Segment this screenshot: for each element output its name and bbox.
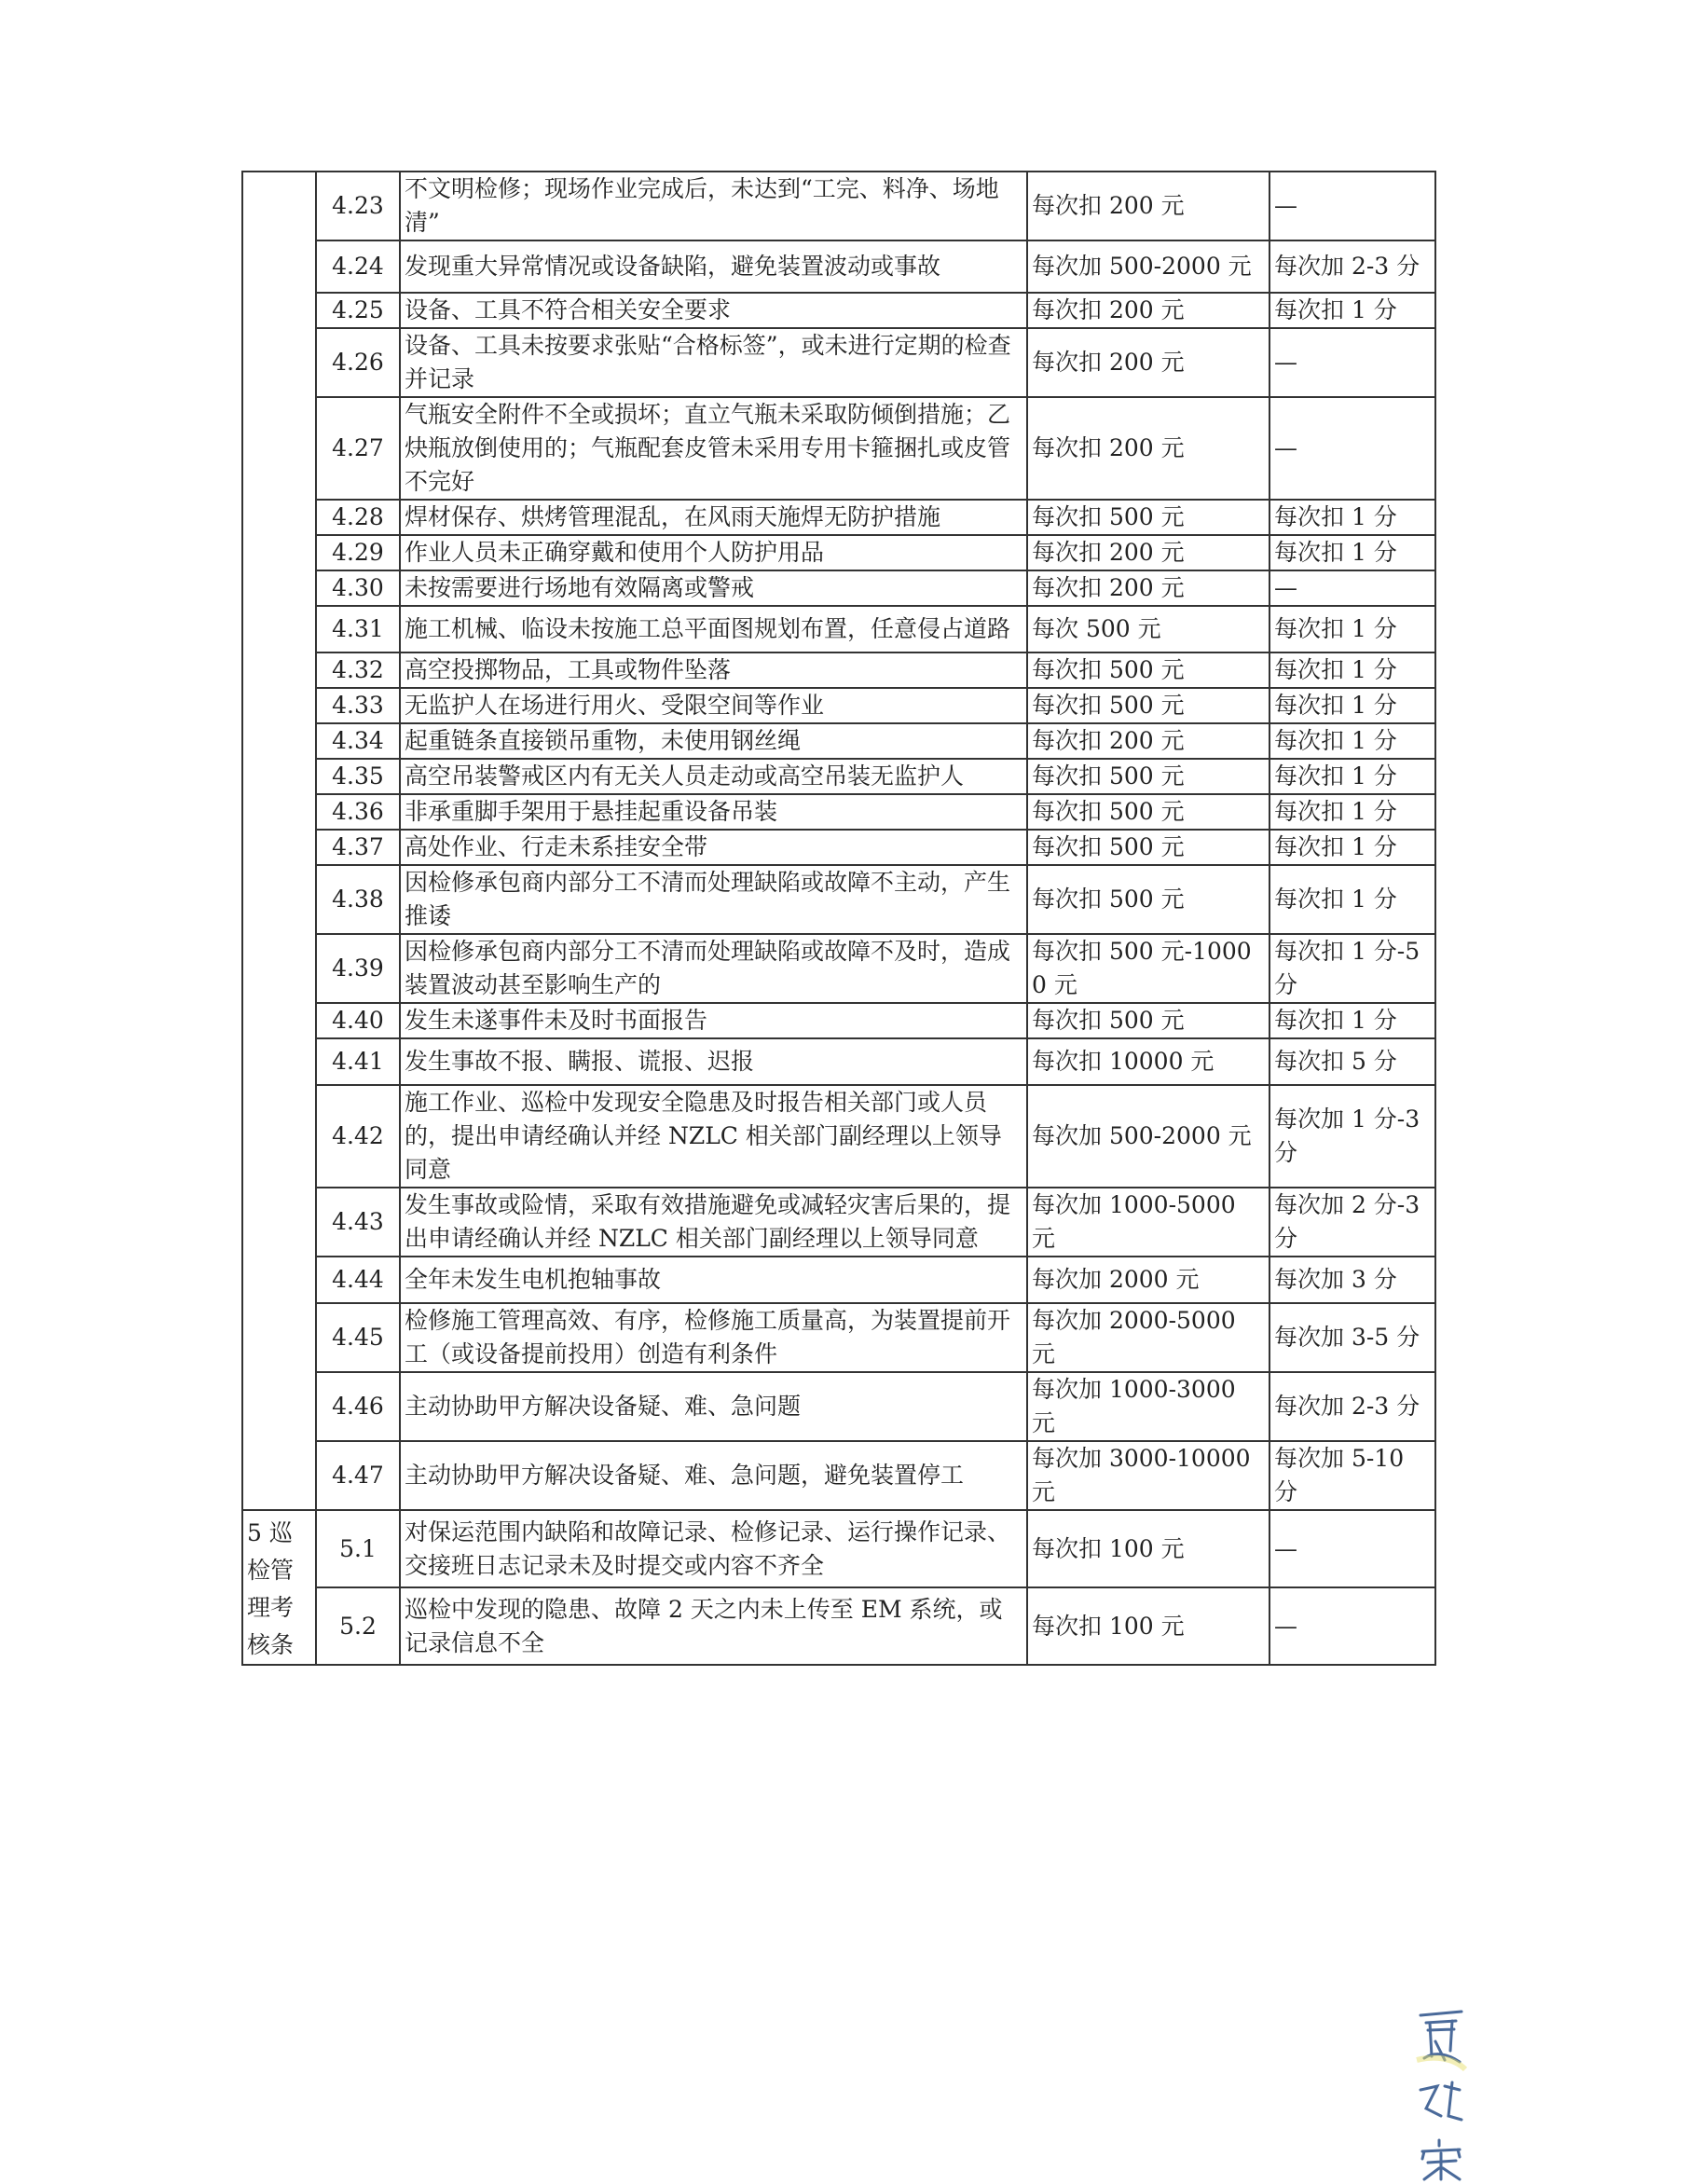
money-standard: 每次扣 500 元 [1027, 500, 1269, 535]
money-standard: 每次加 3000-10000 元 [1027, 1441, 1269, 1510]
category-cell-section5: 5 巡检管理考核条 [242, 1510, 316, 1665]
money-standard: 每次加 2000-5000 元 [1027, 1303, 1269, 1372]
table-row [242, 865, 1435, 934]
money-standard: 每次加 1000-5000 元 [1027, 1188, 1269, 1257]
item-description: 发生事故或险情，采取有效措施避免或减轻灾害后果的，提出申请经确认并经 NZLC 相关部门副经理以上领导同意 [400, 1188, 1027, 1257]
table-row [242, 652, 1435, 688]
money-standard: 每次扣 200 元 [1027, 723, 1269, 759]
item-number: 4.47 [316, 1441, 400, 1510]
table-row [242, 934, 1435, 1003]
money-standard: 每次扣 500 元 [1027, 830, 1269, 865]
table-row [242, 830, 1435, 865]
points-standard: 每次扣 1 分 [1269, 293, 1435, 328]
item-number: 4.45 [316, 1303, 400, 1372]
item-description: 主动协助甲方解决设备疑、难、急问题 [400, 1372, 1027, 1441]
points-standard: 每次扣 1 分 [1269, 652, 1435, 688]
table-row [242, 1303, 1435, 1372]
item-description: 发生未遂事件未及时书面报告 [400, 1003, 1027, 1038]
item-number: 4.24 [316, 240, 400, 293]
table-row [242, 1038, 1435, 1085]
item-description: 无监护人在场进行用火、受限空间等作业 [400, 688, 1027, 723]
money-standard: 每次扣 200 元 [1027, 535, 1269, 570]
item-number: 4.37 [316, 830, 400, 865]
table-row [242, 1587, 1435, 1665]
points-standard: 每次加 3-5 分 [1269, 1303, 1435, 1372]
table-row [242, 1510, 1435, 1587]
item-number: 4.36 [316, 794, 400, 830]
points-standard: 每次扣 1 分 [1269, 500, 1435, 535]
money-standard: 每次扣 200 元 [1027, 172, 1269, 240]
money-standard: 每次加 500-2000 元 [1027, 240, 1269, 293]
item-description: 设备、工具不符合相关安全要求 [400, 293, 1027, 328]
money-standard: 每次扣 500 元-10000 元 [1027, 934, 1269, 1003]
item-description: 非承重脚手架用于悬挂起重设备吊装 [400, 794, 1027, 830]
points-standard: 每次加 2 分-3 分 [1269, 1188, 1435, 1257]
money-standard: 每次 500 元 [1027, 606, 1269, 652]
points-standard: — [1269, 570, 1435, 606]
table-row [242, 1188, 1435, 1257]
item-number: 4.40 [316, 1003, 400, 1038]
item-description: 巡检中发现的隐患、故障 2 天之内未上传至 EM 系统，或记录信息不全 [400, 1587, 1027, 1665]
item-number: 4.41 [316, 1038, 400, 1085]
money-standard: 每次扣 500 元 [1027, 759, 1269, 794]
table-row [242, 570, 1435, 606]
points-standard: 每次加 2-3 分 [1269, 1372, 1435, 1441]
item-number: 4.31 [316, 606, 400, 652]
points-standard: 每次扣 1 分 [1269, 830, 1435, 865]
item-number: 4.38 [316, 865, 400, 934]
table-row [242, 723, 1435, 759]
item-description: 发现重大异常情况或设备缺陷，避免装置波动或事故 [400, 240, 1027, 293]
item-description: 因检修承包商内部分工不清而处理缺陷或故障不及时，造成装置波动甚至影响生产的 [400, 934, 1027, 1003]
points-standard: — [1269, 397, 1435, 500]
points-standard: — [1269, 172, 1435, 240]
points-standard: — [1269, 1587, 1435, 1665]
points-standard: 每次扣 1 分 [1269, 1003, 1435, 1038]
item-number: 5.1 [316, 1510, 400, 1587]
item-description: 焊材保存、烘烤管理混乱，在风雨天施焊无防护措施 [400, 500, 1027, 535]
table-row [242, 328, 1435, 397]
item-number: 4.32 [316, 652, 400, 688]
item-number: 4.46 [316, 1372, 400, 1441]
table-row [242, 397, 1435, 500]
points-standard: 每次加 3 分 [1269, 1257, 1435, 1303]
points-standard: 每次扣 1 分 [1269, 865, 1435, 934]
item-description: 因检修承包商内部分工不清而处理缺陷或故障不主动，产生推诿 [400, 865, 1027, 934]
item-number: 4.25 [316, 293, 400, 328]
table-row [242, 1372, 1435, 1441]
item-description: 高处作业、行走未系挂安全带 [400, 830, 1027, 865]
money-standard: 每次扣 200 元 [1027, 397, 1269, 500]
item-description: 全年未发生电机抱轴事故 [400, 1257, 1027, 1303]
assessment-table [241, 171, 1436, 1666]
item-number: 4.27 [316, 397, 400, 500]
table-body [242, 172, 1435, 1665]
item-number: 4.33 [316, 688, 400, 723]
points-standard: 每次加 5-10 分 [1269, 1441, 1435, 1510]
item-description: 设备、工具未按要求张贴“合格标签”，或未进行定期的检查并记录 [400, 328, 1027, 397]
table-row [242, 293, 1435, 328]
item-description: 发生事故不报、瞒报、谎报、迟报 [400, 1038, 1027, 1085]
item-description: 不文明检修；现场作业完成后，未达到“工完、料净、场地清” [400, 172, 1027, 240]
money-standard: 每次扣 500 元 [1027, 794, 1269, 830]
item-number: 4.28 [316, 500, 400, 535]
points-standard: 每次加 1 分-3 分 [1269, 1085, 1435, 1188]
item-number: 4.34 [316, 723, 400, 759]
item-description: 未按需要进行场地有效隔离或警戒 [400, 570, 1027, 606]
item-number: 4.35 [316, 759, 400, 794]
money-standard: 每次扣 200 元 [1027, 328, 1269, 397]
points-standard: 每次扣 1 分 [1269, 723, 1435, 759]
money-standard: 每次扣 500 元 [1027, 652, 1269, 688]
category-cell-continued [242, 172, 316, 1510]
money-standard: 每次扣 200 元 [1027, 570, 1269, 606]
item-number: 5.2 [316, 1587, 400, 1665]
item-number: 4.29 [316, 535, 400, 570]
item-description: 主动协助甲方解决设备疑、难、急问题，避免装置停工 [400, 1441, 1027, 1510]
item-number: 4.43 [316, 1188, 400, 1257]
item-number: 4.39 [316, 934, 400, 1003]
item-number: 4.23 [316, 172, 400, 240]
points-standard: 每次扣 1 分 [1269, 759, 1435, 794]
table-row [242, 1085, 1435, 1188]
money-standard: 每次加 2000 元 [1027, 1257, 1269, 1303]
table-row [242, 1441, 1435, 1510]
item-description: 高空吊装警戒区内有无关人员走动或高空吊装无监护人 [400, 759, 1027, 794]
money-standard: 每次扣 200 元 [1027, 293, 1269, 328]
money-standard: 每次扣 500 元 [1027, 1003, 1269, 1038]
money-standard: 每次扣 100 元 [1027, 1510, 1269, 1587]
points-standard: 每次加 2-3 分 [1269, 240, 1435, 293]
table-row [242, 172, 1435, 240]
money-standard: 每次加 500-2000 元 [1027, 1085, 1269, 1188]
money-standard: 每次扣 500 元 [1027, 865, 1269, 934]
item-number: 4.26 [316, 328, 400, 397]
points-standard: 每次扣 1 分 [1269, 688, 1435, 723]
item-number: 4.42 [316, 1085, 400, 1188]
money-standard: 每次扣 100 元 [1027, 1587, 1269, 1665]
item-number: 4.30 [316, 570, 400, 606]
points-standard: 每次扣 1 分 [1269, 606, 1435, 652]
points-standard: 每次扣 1 分 [1269, 535, 1435, 570]
item-description: 作业人员未正确穿戴和使用个人防护用品 [400, 535, 1027, 570]
table-row [242, 535, 1435, 570]
points-standard: 每次扣 5 分 [1269, 1038, 1435, 1085]
table-row [242, 500, 1435, 535]
item-description: 对保运范围内缺陷和故障记录、检修记录、运行操作记录、交接班日志记录未及时提交或内容不齐全 [400, 1510, 1027, 1587]
table-row [242, 1003, 1435, 1038]
table-row [242, 606, 1435, 652]
table-row [242, 759, 1435, 794]
money-standard: 每次扣 500 元 [1027, 688, 1269, 723]
item-description: 气瓶安全附件不全或损坏；直立气瓶未采取防倾倒措施；乙炔瓶放倒使用的；气瓶配套皮管未采用专用卡箍捆扎或皮管不完好 [400, 397, 1027, 500]
item-description: 施工作业、巡检中发现安全隐患及时报告相关部门或人员的，提出申请经确认并经 NZLC 相关部门副经理以上领导同意 [400, 1085, 1027, 1188]
item-description: 检修施工管理高效、有序，检修施工质量高，为装置提前开工（或设备提前投用）创造有利条件 [400, 1303, 1027, 1372]
points-standard: — [1269, 328, 1435, 397]
item-number: 4.44 [316, 1257, 400, 1303]
table-row [242, 240, 1435, 293]
item-description: 施工机械、临设未按施工总平面图规划布置，任意侵占道路 [400, 606, 1027, 652]
item-description: 高空投掷物品，工具或物件坠落 [400, 652, 1027, 688]
signature-image [1407, 2004, 1473, 2181]
money-standard: 每次加 1000-3000 元 [1027, 1372, 1269, 1441]
table-row [242, 1257, 1435, 1303]
money-standard: 每次扣 10000 元 [1027, 1038, 1269, 1085]
item-description: 起重链条直接锁吊重物，未使用钢丝绳 [400, 723, 1027, 759]
table-row [242, 794, 1435, 830]
table-row [242, 688, 1435, 723]
points-standard: 每次扣 1 分 [1269, 794, 1435, 830]
points-standard: 每次扣 1 分-5 分 [1269, 934, 1435, 1003]
points-standard: — [1269, 1510, 1435, 1587]
